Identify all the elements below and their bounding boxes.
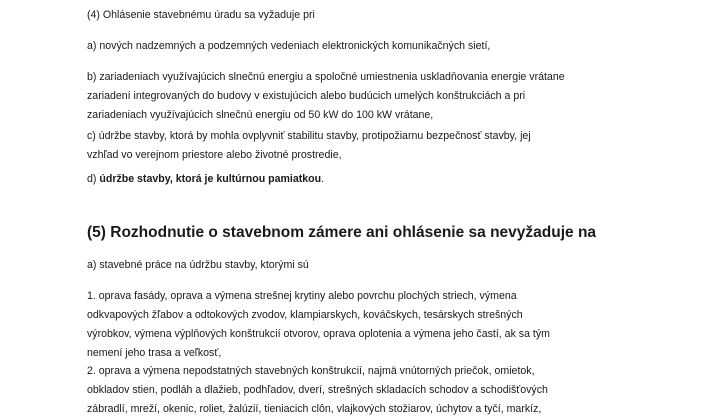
section-5-point-2-line-1: 2. oprava a výmena nepodstatných stavebných konštrukcií, najmä vnútorných priečok, omietok, xyxy=(87,365,535,377)
section-4-item-a: a) nových nadzemných a podzemných vedeniach elektronických komunikačných sietí, xyxy=(87,40,491,52)
section-5-item-a: a) stavebné práce na údržbu stavby, ktorými sú xyxy=(87,259,309,271)
section-4-item-b-line-1: b) zariadeniach využívajúcich slnečnú energiu a spoločné umiestnenia uskladňovania energie vrátane xyxy=(87,71,565,83)
section-5-point-1-line-1: 1. oprava fasády, oprava a výmena strešnej krytiny alebo povrchu plochých striech, výmena xyxy=(87,290,517,302)
section-4-item-c-line-2: vzhľad vo verejnom priestore alebo životné prostredie, xyxy=(87,149,342,161)
section-5-point-1-line-2: odkvapových žľabov a odtokových zvodov, klampiarskych, kováčskych, tesárskych strešných xyxy=(87,309,523,321)
section-5-point-2-line-3: zábradlí, mreží, okenic, roliet, žalúzií, tieniacich clôn, vlajkových stožiarov, úchytov a tyčí, markíz, xyxy=(87,403,542,415)
section-5-heading: (5) Rozhodnutie o stavebnom zámere ani ohlásenie sa nevyžaduje na xyxy=(87,224,597,241)
section-4-item-d-prefix: d) xyxy=(87,173,100,185)
section-4-item-d-suffix: . xyxy=(321,173,325,185)
section-5-point-1-line-3: výrobkov, výmena výplňových konštrukcií otvorov, oprava oplotenia a výmena jeho častí, ak sa tým xyxy=(87,328,550,340)
section-5-point-1 xyxy=(87,287,687,363)
section-4-intro: (4) Ohlásenie stavebnému úradu sa vyžaduje pri xyxy=(87,9,315,21)
section-4-item-c-line-1: c) údržbe stavby, ktorá by mohla ovplyvniť stabilitu stavby, protipožiarnu bezpečnosť stavby, jej xyxy=(87,130,531,142)
section-4-item-d xyxy=(87,170,687,189)
section-5-point-1-line-4: nemení jeho trasa a veľkosť, xyxy=(87,347,222,359)
section-4-item-b-line-3: zariadeniach využívajúcich slnečnú energiu od 50 kW do 100 kW vrátane, xyxy=(87,109,434,121)
section-4-item-d-bold: údržbe stavby, ktorá je kultúrnou pamiatkou xyxy=(99,173,322,185)
section-4-item-b xyxy=(87,68,687,125)
section-4-item-b-line-2: zariadení integrovaných do budovy v existujúcich alebo budúcich umelých konštrukciách a pri xyxy=(87,90,526,102)
section-5-point-2 xyxy=(87,362,687,419)
section-4-item-c xyxy=(87,127,687,165)
section-5-point-2-line-2: obkladov stien, podláh a dlažieb, podhľadov, dverí, strešných skladacích schodov a schodišťových xyxy=(87,384,548,396)
